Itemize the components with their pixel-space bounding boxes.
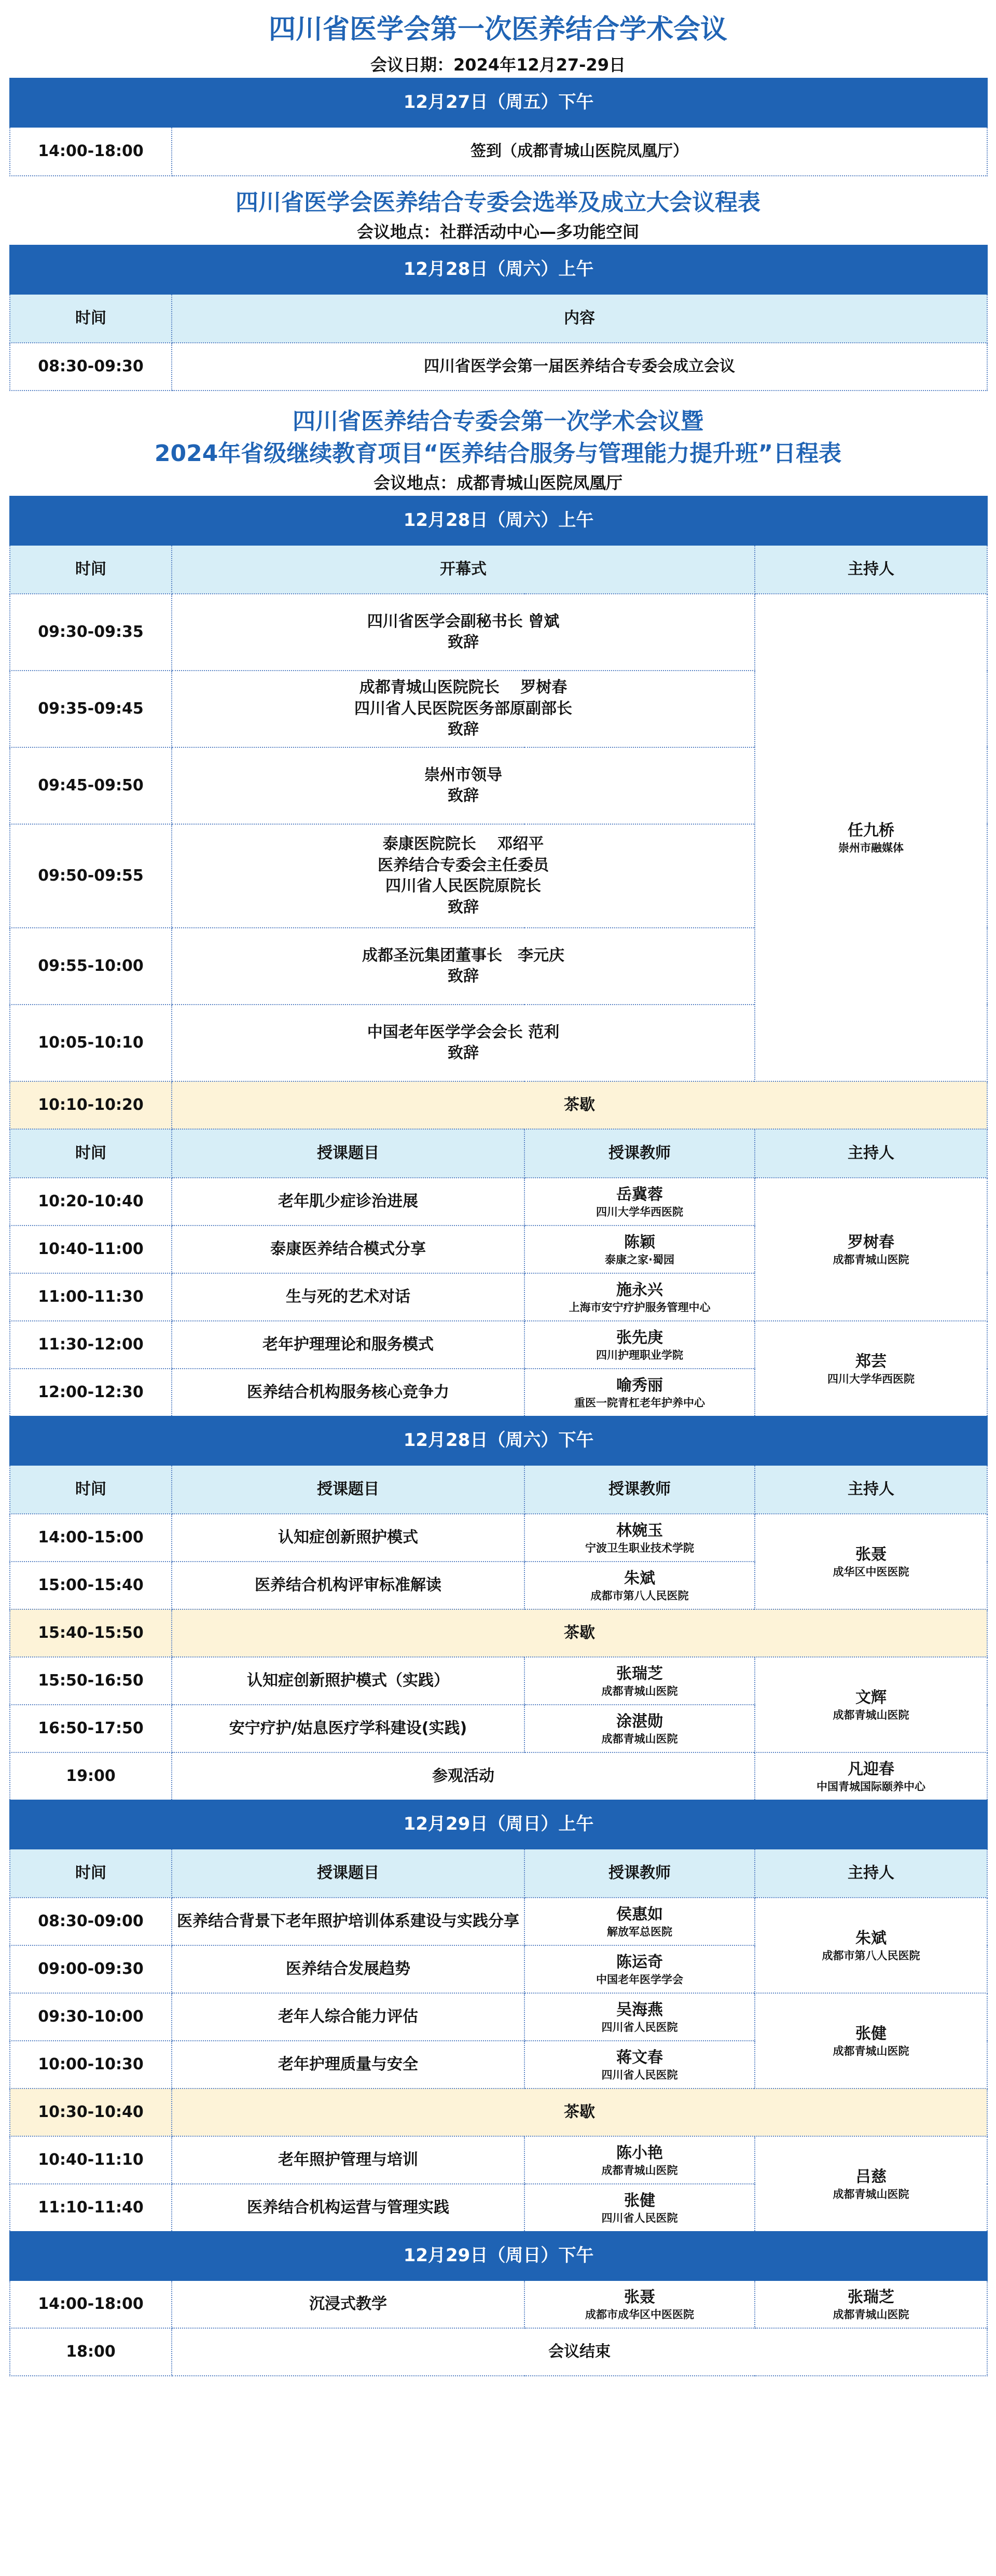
lecture-teacher: 张瑞芝 成都青城山医院 bbox=[524, 1657, 755, 1705]
lecture-time: 08:30-09:00 bbox=[10, 1898, 172, 1945]
opening-speaker: 崇州市领导 致辞 bbox=[172, 747, 755, 824]
lecture-teacher: 陈小艳 成都青城山医院 bbox=[524, 2136, 755, 2184]
lecture-topic: 老年护理质量与安全 bbox=[172, 2041, 524, 2088]
section2-header bbox=[0, 187, 996, 245]
lecture-teacher: 林婉玉 宁波卫生职业技术学院 bbox=[524, 1514, 755, 1562]
lecture-time: 12:00-12:30 bbox=[10, 1369, 172, 1416]
header-teacher: 授课教师 bbox=[524, 1849, 755, 1898]
opening-time: 09:50-09:55 bbox=[10, 824, 172, 928]
tea-time: 10:10-10:20 bbox=[10, 1081, 172, 1129]
header-host: 主持人 bbox=[755, 1129, 987, 1178]
opening-time: 09:55-10:00 bbox=[10, 928, 172, 1005]
section3-header bbox=[0, 406, 996, 496]
lecture-topic: 医养结合机构服务核心竞争力 bbox=[172, 1369, 524, 1416]
opening-time: 10:05-10:10 bbox=[10, 1005, 172, 1081]
section3-table bbox=[9, 496, 988, 2376]
lecture-topic: 医养结合背景下老年照护培训体系建设与实践分享 bbox=[172, 1898, 524, 1945]
lecture-time: 11:00-11:30 bbox=[10, 1273, 172, 1321]
header-time: 时间 bbox=[10, 1129, 172, 1178]
lecture-time: 09:30-10:00 bbox=[10, 1993, 172, 2041]
header-topic: 授课题目 bbox=[172, 1129, 524, 1178]
lecture-teacher: 蒋文春 四川省人民医院 bbox=[524, 2041, 755, 2088]
header-topic: 授课题目 bbox=[172, 1849, 524, 1898]
lecture-topic: 医养结合机构运营与管理实践 bbox=[172, 2184, 524, 2232]
day1-table bbox=[9, 78, 988, 176]
section2-location: 会议地点：社群活动中心—多功能空间 bbox=[356, 222, 639, 242]
section3-title-line1: 四川省医养结合专委会第一次学术会议暨 bbox=[293, 408, 703, 435]
host-name: 任九桥 bbox=[848, 821, 894, 840]
lecture-teacher: 朱斌 成都市第八人民医院 bbox=[524, 1562, 755, 1609]
lecture-time: 09:00-09:30 bbox=[10, 1945, 172, 1993]
host-cell: 郑芸 四川大学华西医院 bbox=[755, 1321, 987, 1416]
header-time: 时间 bbox=[10, 1465, 172, 1514]
header-host: 主持人 bbox=[755, 1465, 987, 1514]
opening-speaker: 成都青城山医院院长 罗树春 四川省人民医院医务部原副部长 致辞 bbox=[172, 671, 755, 747]
closing-label: 会议结束 bbox=[172, 2328, 987, 2376]
opening-host-cell bbox=[755, 594, 987, 1081]
lecture-topic: 医养结合机构评审标准解读 bbox=[172, 1562, 524, 1609]
host-cell: 张瑞芝 成都青城山医院 bbox=[755, 2280, 987, 2328]
host-cell: 罗树春 成都青城山医院 bbox=[755, 1178, 987, 1321]
header-time: 时间 bbox=[10, 545, 172, 594]
opening-time: 09:30-09:35 bbox=[10, 594, 172, 671]
host-cell: 凡迎春 中国青城国际颐养中心 bbox=[755, 1752, 987, 1800]
visit-time: 19:00 bbox=[10, 1752, 172, 1800]
header-teacher: 授课教师 bbox=[524, 1129, 755, 1178]
host-cell: 张聂 成华区中医医院 bbox=[755, 1514, 987, 1609]
section3-title-line2: 2024年省级继续教育项目“医养结合服务与管理能力提升班”日程表 bbox=[154, 440, 842, 467]
content-cell: 签到（成都青城山医院凤凰厅） bbox=[172, 127, 987, 176]
header-host: 主持人 bbox=[755, 545, 987, 594]
day1-band: 12月27日（周五）下午 bbox=[10, 78, 987, 127]
lecture-topic: 生与死的艺术对话 bbox=[172, 1273, 524, 1321]
band-dec28-am: 12月28日（周六）上午 bbox=[10, 496, 987, 545]
visit-topic: 参观活动 bbox=[172, 1752, 755, 1800]
section2-table bbox=[9, 245, 988, 391]
lecture-time: 14:00-18:00 bbox=[10, 2280, 172, 2328]
conference-date: 会议日期：2024年12月27-29日 bbox=[370, 55, 626, 75]
time-cell: 08:30-09:30 bbox=[10, 343, 172, 391]
lecture-teacher: 侯惠如 解放军总医院 bbox=[524, 1898, 755, 1945]
lecture-time: 11:30-12:00 bbox=[10, 1321, 172, 1369]
lecture-teacher: 张聂 成都市成华区中医医院 bbox=[524, 2280, 755, 2328]
lecture-teacher: 陈运奇 中国老年医学学会 bbox=[524, 1945, 755, 1993]
band-dec28-pm: 12月28日（周六）下午 bbox=[10, 1416, 987, 1465]
opening-time: 09:45-09:50 bbox=[10, 747, 172, 824]
opening-speaker: 泰康医院院长 邓绍平 医养结合专委会主任委员 四川省人民医院原院长 致辞 bbox=[172, 824, 755, 928]
host-cell: 文辉 成都青城山医院 bbox=[755, 1657, 987, 1752]
lecture-topic: 认知症创新照护模式（实践） bbox=[172, 1657, 524, 1705]
lecture-topic: 医养结合发展趋势 bbox=[172, 1945, 524, 1993]
host-cell: 张健 成都青城山医院 bbox=[755, 1993, 987, 2088]
lecture-teacher: 涂湛勋 成都青城山医院 bbox=[524, 1705, 755, 1752]
lecture-time: 10:40-11:10 bbox=[10, 2136, 172, 2184]
tea-time: 10:30-10:40 bbox=[10, 2088, 172, 2136]
lecture-teacher: 陈颖 泰康之家·蜀园 bbox=[524, 1226, 755, 1273]
lecture-topic: 认知症创新照护模式 bbox=[172, 1514, 524, 1562]
lecture-time: 10:20-10:40 bbox=[10, 1178, 172, 1226]
host-org: 崇州市融媒体 bbox=[838, 841, 904, 854]
section2-title: 四川省医学会医养结合专委会选举及成立大会议程表 bbox=[236, 189, 760, 216]
lecture-time: 14:00-15:00 bbox=[10, 1514, 172, 1562]
host-cell: 吕慈 成都青城山医院 bbox=[755, 2136, 987, 2232]
header-topic: 授课题目 bbox=[172, 1465, 524, 1514]
page-title: 四川省医学会第一次医养结合学术会议 bbox=[268, 14, 727, 45]
header-teacher: 授课教师 bbox=[524, 1465, 755, 1514]
section2-band: 12月28日（周六）上午 bbox=[10, 245, 987, 294]
header-host: 主持人 bbox=[755, 1849, 987, 1898]
time-cell: 14:00-18:00 bbox=[10, 127, 172, 176]
header-block bbox=[0, 0, 996, 78]
lecture-time: 16:50-17:50 bbox=[10, 1705, 172, 1752]
header-time: 时间 bbox=[10, 1849, 172, 1898]
lecture-topic: 老年护理理论和服务模式 bbox=[172, 1321, 524, 1369]
tea-label: 茶歇 bbox=[172, 2088, 987, 2136]
lecture-teacher: 吴海燕 四川省人民医院 bbox=[524, 1993, 755, 2041]
lecture-teacher: 喻秀丽 重医一院青杠老年护养中心 bbox=[524, 1369, 755, 1416]
lecture-topic: 泰康医养结合模式分享 bbox=[172, 1226, 524, 1273]
header-opening: 开幕式 bbox=[172, 545, 755, 594]
opening-speaker: 中国老年医学学会会长 范利 致辞 bbox=[172, 1005, 755, 1081]
section3-location: 会议地点：成都青城山医院凤凰厅 bbox=[373, 473, 622, 493]
band-dec29-pm: 12月29日（周日）下午 bbox=[10, 2232, 987, 2280]
lecture-teacher: 施永兴 上海市安宁疗护服务管理中心 bbox=[524, 1273, 755, 1321]
lecture-time: 15:50-16:50 bbox=[10, 1657, 172, 1705]
header-time: 时间 bbox=[10, 294, 172, 343]
lecture-teacher: 张先庚 四川护理职业学院 bbox=[524, 1321, 755, 1369]
lecture-time: 15:00-15:40 bbox=[10, 1562, 172, 1609]
lecture-topic: 老年照护管理与培训 bbox=[172, 2136, 524, 2184]
lecture-teacher: 张健 四川省人民医院 bbox=[524, 2184, 755, 2232]
lecture-topic: 沉浸式教学 bbox=[172, 2280, 524, 2328]
closing-time: 18:00 bbox=[10, 2328, 172, 2376]
opening-speaker: 四川省医学会副秘书长 曾斌 致辞 bbox=[172, 594, 755, 671]
lecture-time: 10:40-11:00 bbox=[10, 1226, 172, 1273]
band-dec29-am: 12月29日（周日）上午 bbox=[10, 1800, 987, 1849]
lecture-time: 11:10-11:40 bbox=[10, 2184, 172, 2232]
lecture-topic: 老年肌少症诊治进展 bbox=[172, 1178, 524, 1226]
tea-label: 茶歇 bbox=[172, 1609, 987, 1657]
opening-speaker: 成都圣沅集团董事长 李元庆 致辞 bbox=[172, 928, 755, 1005]
lecture-teacher: 岳冀蓉 四川大学华西医院 bbox=[524, 1178, 755, 1226]
lecture-topic: 安宁疗护/姑息医疗学科建设(实践) bbox=[172, 1705, 524, 1752]
opening-time: 09:35-09:45 bbox=[10, 671, 172, 747]
content-cell: 四川省医学会第一届医养结合专委会成立会议 bbox=[172, 343, 987, 391]
tea-label: 茶歇 bbox=[172, 1081, 987, 1129]
lecture-time: 10:00-10:30 bbox=[10, 2041, 172, 2088]
header-content: 内容 bbox=[172, 294, 987, 343]
tea-time: 15:40-15:50 bbox=[10, 1609, 172, 1657]
lecture-topic: 老年人综合能力评估 bbox=[172, 1993, 524, 2041]
host-cell: 朱斌 成都市第八人民医院 bbox=[755, 1898, 987, 1993]
